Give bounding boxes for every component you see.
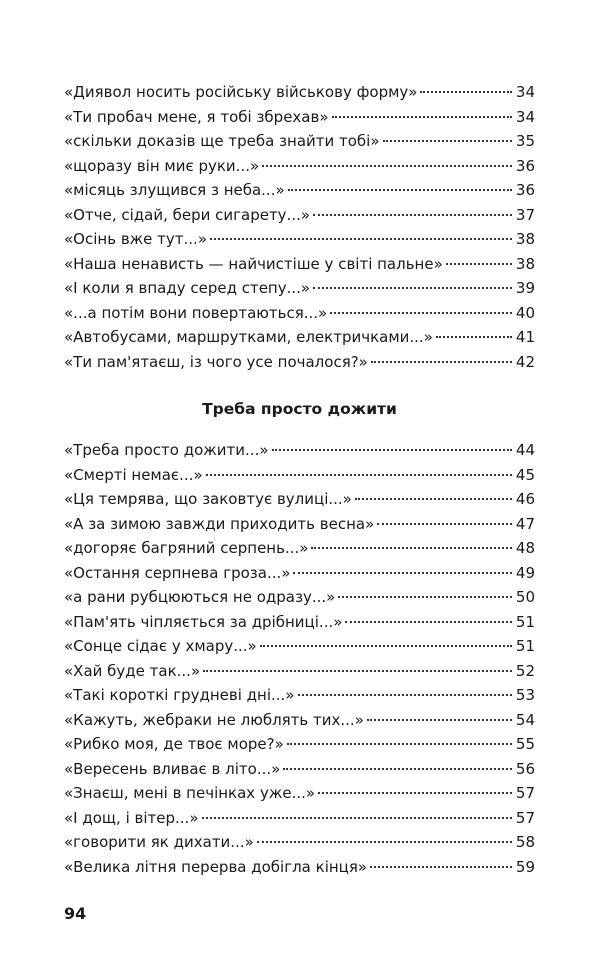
dot-leader — [311, 547, 512, 549]
toc-entry-page-number: 52 — [515, 661, 535, 680]
toc-entry — [64, 732, 535, 757]
toc-entry-title: «Ти пам'ятаєш, із чого усе почалося?» — [64, 352, 368, 371]
toc-entry-page-number: 58 — [515, 833, 535, 851]
toc-entry — [64, 154, 535, 179]
dot-leader — [318, 792, 512, 794]
dot-leader — [293, 572, 512, 574]
dot-leader — [262, 165, 512, 167]
toc-entry — [64, 610, 535, 635]
toc-entry-page-number: 38 — [515, 254, 535, 273]
toc-entry-title: «Ти пробач мене, я тобі збрехав» — [64, 107, 329, 126]
toc-entry — [64, 512, 535, 537]
toc-entry — [64, 806, 535, 831]
toc-list-part-1 — [64, 80, 535, 374]
toc-entry-title: «Кажуть, жебраки не люблять тих...» — [64, 710, 364, 729]
toc-entry-title: «Отче, сідай, бери сигарету...» — [64, 205, 311, 224]
toc-entry — [64, 830, 535, 855]
toc-entry-page-number: 57 — [515, 784, 535, 802]
toc-entry — [64, 463, 535, 488]
toc-entry-title: «Пам'ять чіпляється за дрібниці...» — [64, 612, 343, 631]
dot-leader — [436, 336, 512, 338]
toc-entry-title: «І дощ, і вітер...» — [64, 808, 199, 827]
toc-entry-title: «місяць злущився з неба...» — [64, 181, 285, 199]
dot-leader — [202, 817, 513, 819]
toc-entry-title: «Вересень вливає в літо...» — [64, 759, 281, 778]
toc-entry — [64, 781, 535, 806]
toc-entry-title: «Ця темрява, що заковтує вулиці...» — [64, 490, 352, 508]
toc-entry-title: «Диявол носить російську військову форму» — [64, 83, 418, 101]
toc-entry-page-number: 53 — [515, 686, 535, 704]
toc-entry — [64, 708, 535, 733]
toc-entry — [64, 659, 535, 684]
toc-entry-page-number: 51 — [515, 612, 535, 631]
toc-entry — [64, 350, 535, 375]
toc-entry-page-number: 42 — [515, 352, 535, 371]
toc-entry-page-number: 55 — [515, 735, 535, 753]
toc-entry — [64, 585, 535, 610]
dot-leader — [420, 91, 512, 93]
toc-entry — [64, 80, 535, 105]
toc-entry-page-number: 47 — [515, 514, 535, 533]
dot-leader — [355, 498, 512, 500]
toc-entry-page-number: 34 — [515, 107, 535, 126]
dot-leader — [383, 140, 512, 142]
toc-entry-page-number: 56 — [515, 759, 535, 778]
toc-entry — [64, 227, 535, 252]
toc-entry-page-number: 54 — [515, 710, 535, 729]
toc-entry-page-number: 46 — [515, 490, 535, 508]
toc-entry-title: «Наша ненависть — найчистіше у світі пальне» — [64, 254, 443, 273]
toc-entry-title: «Треба просто дожити...» — [64, 441, 269, 459]
toc-entry-title: «а рани рубцюються не одразу...» — [64, 588, 336, 606]
toc-entry-page-number: 51 — [515, 637, 535, 655]
dot-leader — [210, 238, 512, 240]
dot-leader — [288, 189, 512, 191]
toc-entry-title: «догоряє багряний серпень...» — [64, 539, 309, 557]
toc-list-part-2 — [64, 438, 535, 879]
toc-entry-title: «Смерті немає...» — [64, 465, 203, 484]
toc-entry — [64, 252, 535, 277]
dot-leader — [203, 670, 512, 672]
toc-entry-title: «Знаєш, мені в печінках уже...» — [64, 784, 316, 802]
toc-entry-page-number: 37 — [515, 205, 535, 224]
toc-entry-title: «Хай буде так...» — [64, 661, 201, 680]
section-heading: Треба просто дожити — [202, 400, 397, 418]
toc-entry — [64, 561, 535, 586]
toc-entry-title: «Такі короткі грудневі дні...» — [64, 686, 295, 704]
dot-leader — [298, 694, 513, 696]
toc-entry — [64, 129, 535, 154]
toc-entry-title: «Осінь вже тут...» — [64, 230, 207, 248]
dot-leader — [272, 449, 512, 451]
toc-entry — [64, 301, 535, 326]
dot-leader — [332, 116, 512, 118]
toc-entry — [64, 855, 535, 880]
toc-entry-page-number: 45 — [515, 465, 535, 484]
toc-entry — [64, 105, 535, 130]
dot-leader — [446, 263, 512, 265]
toc-entry-page-number: 59 — [515, 857, 535, 876]
toc-entry-page-number: 36 — [515, 156, 535, 175]
dot-leader — [260, 645, 512, 647]
dot-leader — [338, 596, 512, 598]
toc-entry — [64, 438, 535, 463]
page-number: 94 — [64, 904, 87, 923]
dot-leader — [371, 361, 512, 363]
toc-entry-page-number: 50 — [515, 588, 535, 606]
toc-entry — [64, 634, 535, 659]
toc-entry-title: «Велика літня перерва добігла кінця» — [64, 857, 368, 876]
toc-entry — [64, 536, 535, 561]
toc-entry — [64, 683, 535, 708]
toc-entry-title: «Автобусами, маршрутками, електричками...» — [64, 328, 433, 346]
toc-entry-title: «скільки доказів ще треба знайти тобі» — [64, 132, 380, 150]
toc-entry-title: «І коли я впаду серед степу...» — [64, 279, 311, 297]
dot-leader — [313, 214, 512, 216]
dot-leader — [257, 841, 512, 843]
dot-leader — [206, 474, 512, 476]
toc-entry-page-number: 36 — [515, 181, 535, 199]
toc-entry-page-number: 44 — [515, 441, 535, 459]
toc-entry-page-number: 57 — [515, 808, 535, 827]
toc-entry-page-number: 34 — [515, 83, 535, 101]
dot-leader — [367, 719, 512, 721]
toc-entry-page-number: 39 — [515, 279, 535, 297]
toc-entry — [64, 178, 535, 203]
toc-entry — [64, 203, 535, 228]
toc-entry-page-number: 38 — [515, 230, 535, 248]
dot-leader — [377, 523, 512, 525]
toc-entry-title: «щоразу він миє руки...» — [64, 156, 260, 175]
toc-entry-title: «Остання серпнева гроза...» — [64, 563, 291, 582]
dot-leader — [287, 743, 512, 745]
toc-entry-title: «Рибко моя, де твоє море?» — [64, 735, 284, 753]
toc-entry — [64, 325, 535, 350]
toc-entry-page-number: 41 — [515, 328, 535, 346]
dot-leader — [313, 287, 512, 289]
toc-entry-title: «А за зимою завжди приходить весна» — [64, 514, 375, 533]
toc-entry-page-number: 48 — [515, 539, 535, 557]
toc-entry-title: «...а потім вони повертаються...» — [64, 303, 328, 322]
toc-entry — [64, 487, 535, 512]
dot-leader — [330, 312, 512, 314]
toc-entry — [64, 276, 535, 301]
toc-entry-title: «говорити як дихати...» — [64, 833, 254, 851]
dot-leader — [370, 866, 512, 868]
toc-entry-page-number: 40 — [515, 303, 535, 322]
toc-entry-page-number: 35 — [515, 132, 535, 150]
dot-leader — [283, 768, 512, 770]
toc-entry — [64, 757, 535, 782]
dot-leader — [345, 621, 512, 623]
toc-entry-title: «Сонце сідає у хмару...» — [64, 637, 257, 655]
toc-entry-page-number: 49 — [515, 563, 535, 582]
